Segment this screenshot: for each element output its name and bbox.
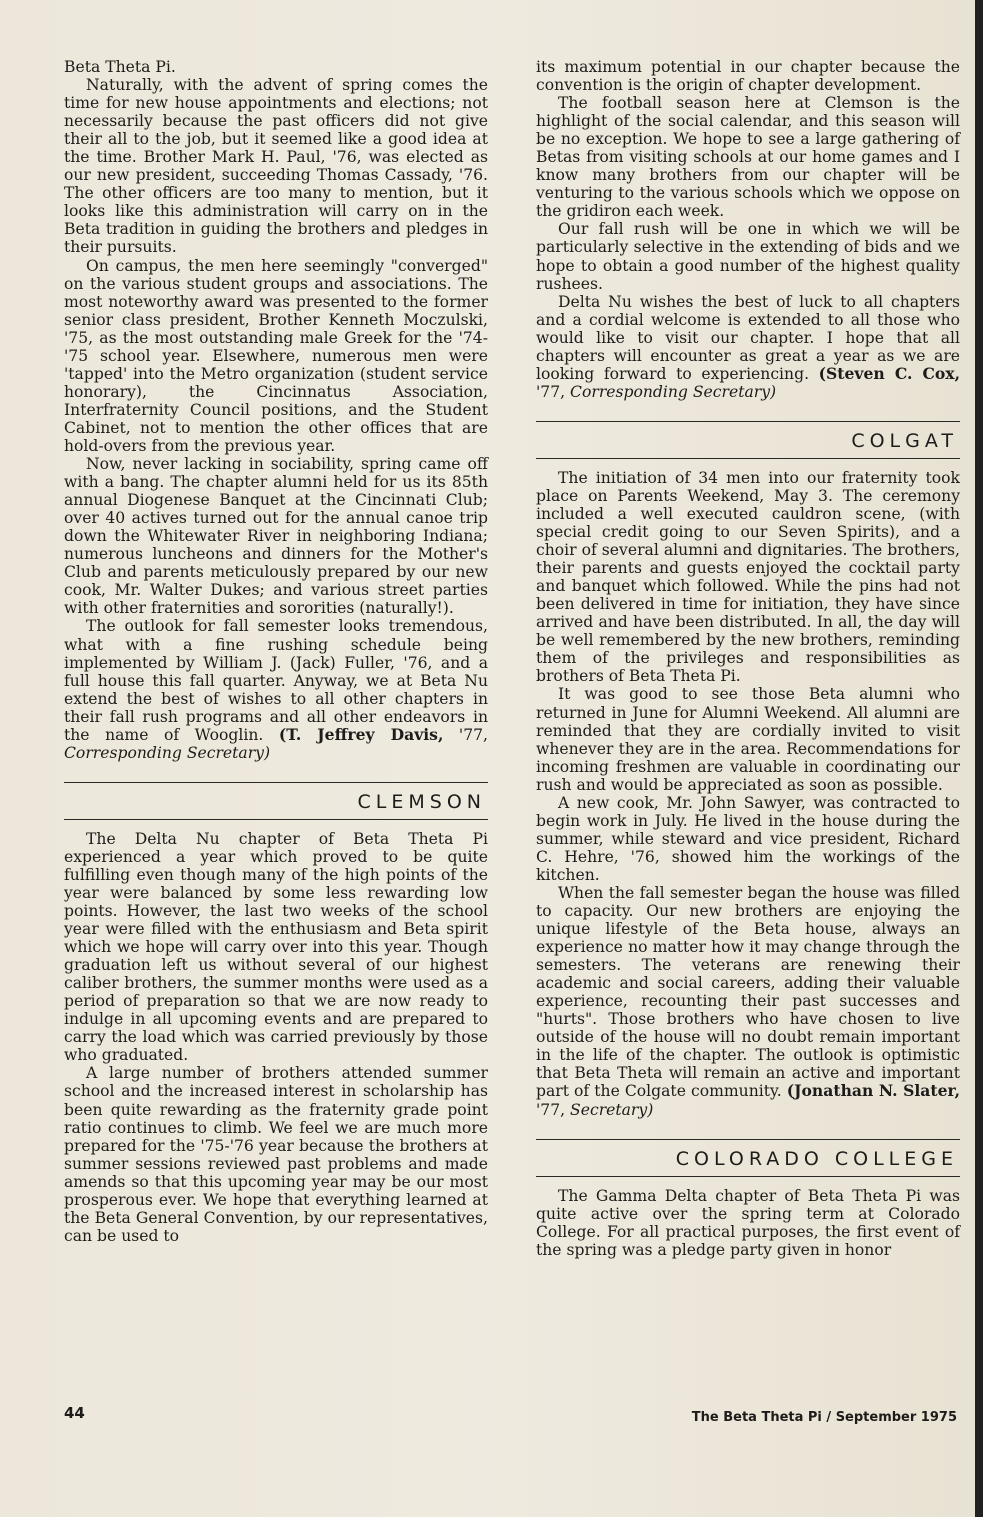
- section-header-colorado-college: [536, 1139, 960, 1177]
- section-title: COLGAT: [851, 429, 958, 452]
- binding-edge: [975, 0, 983, 1517]
- section-header-colgate: [536, 421, 960, 459]
- signature-role: Corresponding Secretary): [570, 382, 777, 401]
- paragraph-text: The outlook for fall semester looks tremendous, what with a fine rushing schedule being implemented by William J. (Jack) Fuller, '76, and a full house this fall quarter. Anyway, we at Beta Nu extend the best of wishes to all other chapters in their fall rush programs and all other endeavors in the name of Wooglin.: [64, 617, 488, 744]
- paragraph: The Gamma Delta chapter of Beta Theta Pi was quite active over the spring term at Colorado College. For all practical purposes, the first event of the spring was a pledge party given in honor: [536, 1186, 960, 1259]
- paragraph: [536, 884, 960, 1119]
- section-rule: [64, 819, 488, 820]
- right-column: [536, 58, 960, 1259]
- signature-name: (T. Jeffrey Davis,: [278, 724, 444, 744]
- signature-year: '77,: [536, 382, 571, 401]
- paragraph: Our fall rush will be one in which we will be particularly selective in the extending of bids and we hope to obtain a good number of the highest quality rushees.: [536, 220, 960, 293]
- paragraph: A large number of brothers attended summer school and the increased interest in scholarship has been quite rewarding as the fraternity grade point ratio continues to climb. We feel we are much more prepared for the '75-'76 year because the brothers at summer sessions reviewed past problems and made amends so that this upcoming year may be our most prosperous ever. We hope that everything learned at the Beta General Convention, by our representatives, can be used to: [64, 1064, 488, 1245]
- paragraph: its maximum potential in our chapter because the convention is the origin of chapter development.: [536, 58, 960, 95]
- paragraph: A new cook, Mr. John Sawyer, was contracted to begin work in July. He lived in the house during the summer, while steward and vice president, Richard C. Hehre, '76, showed him the workings of the kitchen.: [536, 793, 960, 884]
- paragraph: It was good to see those Beta alumni who returned in June for Alumni Weekend. All alumni are reminded that they are cordially invited to visit whenever they are in the area. Recommendations for incoming freshmen are valuable in coordinating our rush and would be appreciated as soon as possible.: [536, 685, 960, 794]
- signature-year: '77,: [443, 725, 489, 744]
- paragraph-text: Delta Nu wishes the best of luck to all chapters and a cordial welcome is extended to all those who would like to visit our chapter. I hope that all chapters will encounter as great a year as we are looking forward to experiencing.: [536, 292, 960, 383]
- paragraph: On campus, the men here seemingly "converged" on the various student groups and associations. The most noteworthy award was presented to the former senior class president, Brother Kenneth Moczulski, '75, as the most outstanding male Greek for the '74-'75 school year. Elsewhere, numerous men were 'tapped' into the Metro organization (student service honorary), the Cincinnatus Association, Interfraternity Council positions, and the Student Cabinet, not to mention the other offices that are hold-overs from the previous year.: [64, 256, 488, 455]
- left-column: [64, 58, 488, 1245]
- opening-line: Beta Theta Pi.: [64, 58, 176, 76]
- section-rule: [536, 1176, 960, 1177]
- section-title: COLORADO COLLEGE: [675, 1147, 958, 1170]
- signature-name: (Steven C. Cox,: [818, 363, 960, 383]
- paragraph: Naturally, with the advent of spring comes the time for new house appointments and elections; not necessarily because the past officers did not give their all to the job, but it seemed like a good idea at the time. Brother Mark H. Paul, '76, was elected as our new president, succeeding Thomas Cassady, '76. The other officers are too many to mention, but it looks like this administration will carry on in the Beta tradition in guiding the brothers and pledges in their pursuits.: [64, 76, 488, 257]
- signature-role: Corresponding Secretary): [64, 743, 271, 762]
- paragraph: [64, 617, 488, 761]
- signature-role: Secretary): [570, 1100, 654, 1119]
- paragraph: The football season here at Clemson is the highlight of the social calendar, and this season will be no exception. We hope to see a large gathering of Betas from visiting schools at our home games and I know many brothers from our chapter will be venturing to the various schools which we oppose on the gridiron each week.: [536, 94, 960, 221]
- page-number: 44: [64, 1404, 85, 1422]
- paragraph-text: When the fall semester began the house was filled to capacity. Our new brothers are enjoying the unique lifestyle of the Beta house, always an experience no matter how it may change through the semesters. The veterans are renewing their academic and social careers, adding their valuable experience, recounting their past successes and "hurts". Those brothers who have chosen to live outside of the house will no doubt remain important in the life of the chapter. The outlook is optimistic that Beta Theta will remain an active and important part of the Colgate community.: [536, 883, 960, 1101]
- section-rule: [536, 458, 960, 459]
- paragraph: [536, 293, 960, 401]
- paragraph: Now, never lacking in sociability, spring came off with a bang. The chapter alumni held for us its 85th annual Diogenese Banquet at the Cincinnati Club; over 40 actives turned out for the annual canoe trip down the Whitewater River in neighboring Indiana; numerous luncheons and dinners for the Mother's Club and parents meticulously prepared by our new cook, Mr. Walter Dukes; and various street parties with other fraternities and sororities (naturally!).: [64, 455, 488, 618]
- signature-name: (Jonathan N. Slater,: [786, 1081, 960, 1101]
- section-header-clemson: [64, 782, 488, 820]
- section-title: CLEMSON: [357, 790, 486, 813]
- paragraph: The Delta Nu chapter of Beta Theta Pi experienced a year which proved to be quite fulfilling even though many of the high points of the year were balanced by some less rewarding low points. However, the last two weeks of the school year were filled with the enthusiasm and Beta spirit which we hope will carry over into this year. Though graduation left us without several of our highest caliber brothers, the summer months were used as a period of preparation so that we are now ready to indulge in all upcoming events and are prepared to carry the load which was carried previously by those who graduated.: [64, 829, 488, 1065]
- signature-year: '77,: [536, 1100, 571, 1119]
- paragraph: The initiation of 34 men into our fraternity took place on Parents Weekend, May 3. The ceremony included a well executed cauldron scene, (with special credit going to our Seven Spirits), and a choir of several alumni and dignitaries. The brothers, their parents and guests enjoyed the cocktail party and banquet which followed. While the pins had not been delivered in time for initiation, they have since arrived and have been distributed. In all, the day will be well remembered by the new brothers, reminding them of the privileges and responsibilities as brothers of Beta Theta Pi.: [536, 468, 960, 686]
- publication-footer: The Beta Theta Pi / September 1975: [691, 1410, 957, 1425]
